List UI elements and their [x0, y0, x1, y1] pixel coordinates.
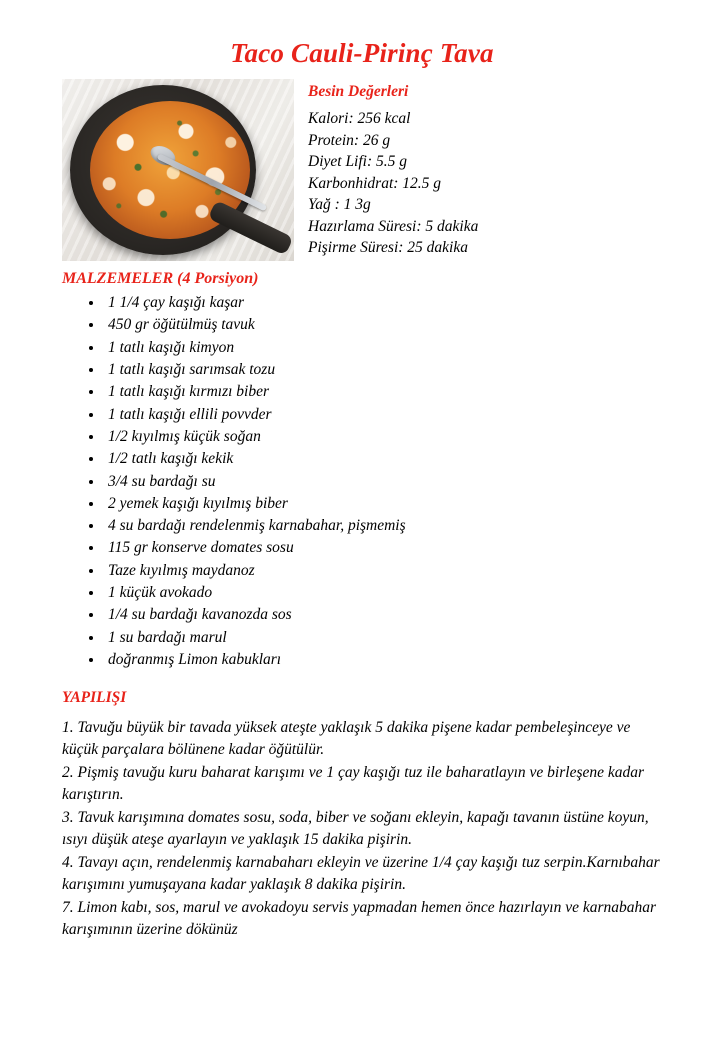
nutrition-panel [308, 79, 662, 259]
list-item: • 1 küçük avokado [104, 582, 662, 604]
list-item: • 1 tatlı kaşığı ellili povvder [104, 404, 662, 426]
skillet-icon [70, 85, 256, 255]
recipe-page [0, 38, 724, 1062]
directions-heading: YAPILIŞI [62, 689, 127, 707]
recipe-photo [62, 79, 294, 261]
nutrition-item: Karbonhidrat: 12.5 g [308, 174, 442, 192]
nutrition-item: Hazırlama Süresi: 5 dakika [308, 217, 479, 235]
top-section [62, 79, 662, 261]
list-item: • 4 su bardağı rendelenmiş karnabahar, pişmemiş [104, 515, 662, 537]
nutrition-item: Diyet Lifi: 5.5 g [308, 153, 408, 171]
list-item: • Taze kıyılmış maydanoz [104, 560, 662, 582]
nutrition-list [308, 108, 662, 259]
direction-step: 7. Limon kabı, sos, marul ve avokadoyu servis yapmadan hemen önce hazırlayın ve karnabahar karışımının üzerine dökünüz [62, 899, 657, 939]
list-item: • 3/4 su bardağı su [104, 471, 662, 493]
directions-list [62, 717, 662, 941]
list-item: • doğranmış Limon kabukları [104, 649, 662, 671]
list-item: • 1/4 su bardağı kavanozda sos [104, 604, 662, 626]
direction-step: 1. Tavuğu büyük bir tavada yüksek ateşte yaklaşık 5 dakika pişene kadar pembeleşinceye ve küçük parçalara bölünene kadar öğütülür. [62, 719, 631, 759]
direction-step: 3. Tavuk karışımına domates sosu, soda, biber ve soğanı ekleyin, kapağı tavanın üstüne koyun, ısıyı düşük ateşe ayarlayın ve yaklaşık 15 dakika pişirin. [62, 809, 649, 849]
list-item: • 1 tatlı kaşığı sarımsak tozu [104, 359, 662, 381]
nutrition-item: Yağ : 1 3g [308, 196, 371, 214]
nutrition-item: Pişirme Süresi: 25 dakika [308, 239, 468, 257]
ingredients-list [62, 292, 662, 671]
list-item: • 1 tatlı kaşığı kimyon [104, 337, 662, 359]
nutrition-item: Kalori: 256 kcal [308, 110, 411, 127]
nutrition-item: Protein: 26 g [308, 131, 391, 149]
list-item: • 115 gr konserve domates sosu [104, 537, 662, 559]
page-title: Taco Cauli-Pirinç Tava [230, 38, 494, 68]
direction-step: 2. Pişmiş tavuğu kuru baharat karışımı ve 1 çay kaşığı tuz ile baharatlayın ve birleşene kadar karıştırın. [62, 764, 645, 804]
list-item: • 1/2 kıyılmış küçük soğan [104, 426, 662, 448]
direction-step: 4. Tavayı açın, rendelenmiş karnabaharı ekleyin ve üzerine 1/4 çay kaşığı tuz serpin.Karnıbahar karışımını yumuşayana kadar yaklaşık 8 dakika pişirin. [62, 854, 660, 894]
list-item: • 2 yemek kaşığı kıyılmış biber [104, 493, 662, 515]
list-item: • 450 gr öğütülmüş tavuk [104, 314, 662, 336]
list-item: • 1/2 tatlı kaşığı kekik [104, 448, 662, 470]
nutrition-heading: Besin Değerleri [308, 83, 409, 100]
ingredients-heading: MALZEMELER (4 Porsiyon) [62, 270, 259, 287]
list-item: • 1 su bardağı marul [104, 627, 662, 649]
list-item: • 1 1/4 çay kaşığı kaşar [104, 292, 662, 314]
list-item: • 1 tatlı kaşığı kırmızı biber [104, 381, 662, 403]
